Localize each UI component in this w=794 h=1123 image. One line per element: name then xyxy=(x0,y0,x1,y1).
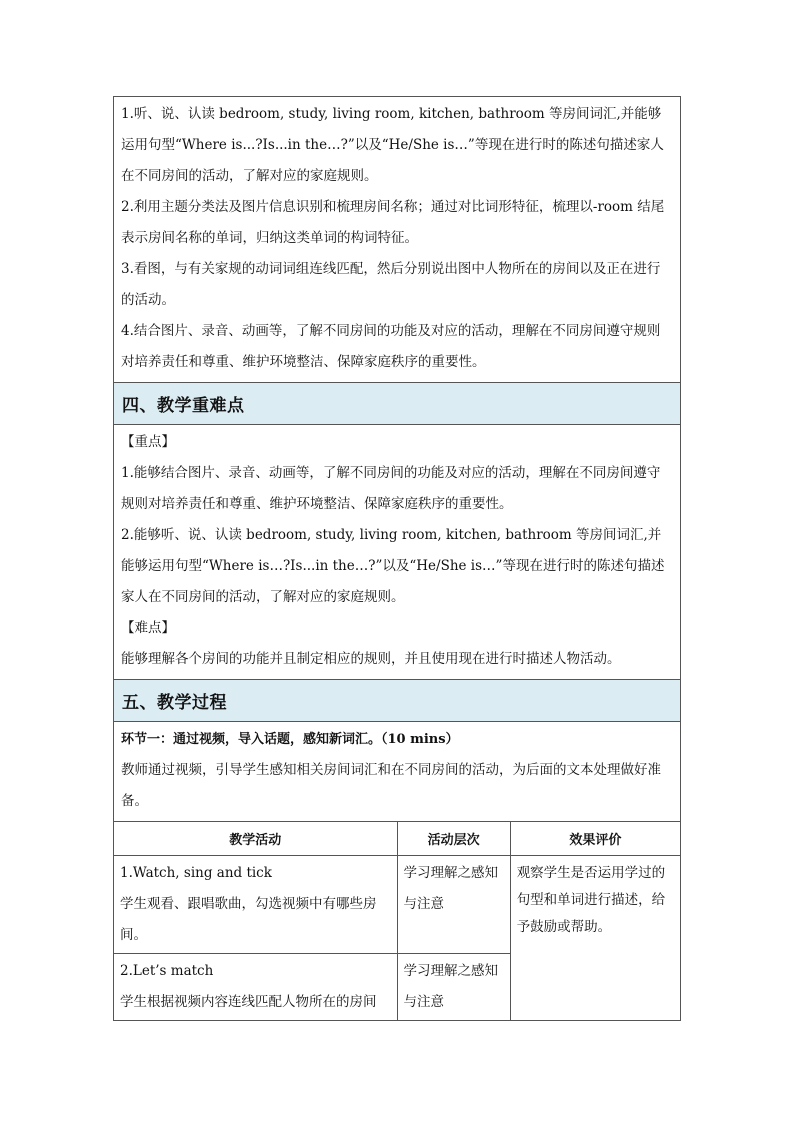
level-cell: 学习理解之感知与注意 xyxy=(397,954,510,1021)
activity-desc: 学生观看、跟唱歌曲，勾选视频中有哪些房间。 xyxy=(120,896,377,943)
step1-desc: 教师通过视频，引导学生感知相关房间词汇和在不同房间的活动，为后面的文本处理做好准备。 xyxy=(121,762,661,809)
activity-table xyxy=(114,821,680,1021)
key-label: 【重点】 xyxy=(121,434,175,450)
objective-3: 3.看图，与有关家规的动词词组连线匹配，然后分别说出图中人物所在的房间以及正在进行的活动。 xyxy=(121,261,661,308)
objective-4: 4.结合图片、录音、动画等，了解不同房间的功能及对应的活动，理解在不同房间遵守规则对培养责任和尊重、维护环境整洁、保障家庭秩序的重要性。 xyxy=(121,323,661,370)
step1-title: 环节一：通过视频，导入话题，感知新词汇。（10 mins） xyxy=(121,732,459,747)
table-header-row xyxy=(114,822,680,856)
table-row xyxy=(114,856,680,954)
section-heading-key-points: 四、教学重难点 xyxy=(113,382,681,424)
objectives-block xyxy=(113,96,681,382)
objective-1: 1.听、说、认读 bedroom, study, living room, kitchen, bathroom 等房间词汇,并能够运用句型“Where is...?Is...in the…?”以及“He/She is…”等现在进行时的陈述句描述家人在不同房间的活动，了解对应的家庭规则。 xyxy=(121,106,664,184)
step1-block xyxy=(113,721,681,821)
section-heading-process: 五、教学过程 xyxy=(113,679,681,721)
activity-table-wrapper xyxy=(113,821,681,1021)
lesson-plan-document xyxy=(113,96,681,1021)
difficult-label: 【难点】 xyxy=(121,620,175,636)
key-points-block xyxy=(113,424,681,679)
activity-cell xyxy=(114,954,397,1021)
evaluation-cell: 观察学生是否运用学过的句型和单词进行描述，给予鼓励或帮助。 xyxy=(510,856,680,1021)
key-item-1: 1.能够结合图片、录音、动画等，了解不同房间的功能及对应的活动，理解在不同房间遵守规则对培养责任和尊重、维护环境整洁、保障家庭秩序的重要性。 xyxy=(121,465,661,512)
activity-title: 2.Let’s match xyxy=(120,963,214,979)
key-item-2: 2.能够听、说、认读 bedroom, study, living room, kitchen, bathroom 等房间词汇,并能够运用句型“Where is…?Is...in the…?”以及“He/She is…”等现在进行时的陈述句描述家人在不同房间的活动，了解对应的家庭规则。 xyxy=(121,527,665,605)
header-evaluation: 效果评价 xyxy=(510,822,680,856)
difficult-text: 能够理解各个房间的功能并且制定相应的规则，并且使用现在进行时描述人物活动。 xyxy=(121,651,621,667)
activity-desc: 学生根据视频内容连线匹配人物所在的房间 xyxy=(120,994,377,1010)
header-activity: 教学活动 xyxy=(114,822,397,856)
objective-2: 2.利用主题分类法及图片信息识别和梳理房间名称；通过对比词形特征，梳理以-room 结尾表示房间名称的单词，归纳这类单词的构词特征。 xyxy=(121,199,665,246)
activity-title: 1.Watch, sing and tick xyxy=(120,865,272,881)
activity-cell xyxy=(114,856,397,954)
header-level: 活动层次 xyxy=(397,822,510,856)
level-cell: 学习理解之感知与注意 xyxy=(397,856,510,954)
